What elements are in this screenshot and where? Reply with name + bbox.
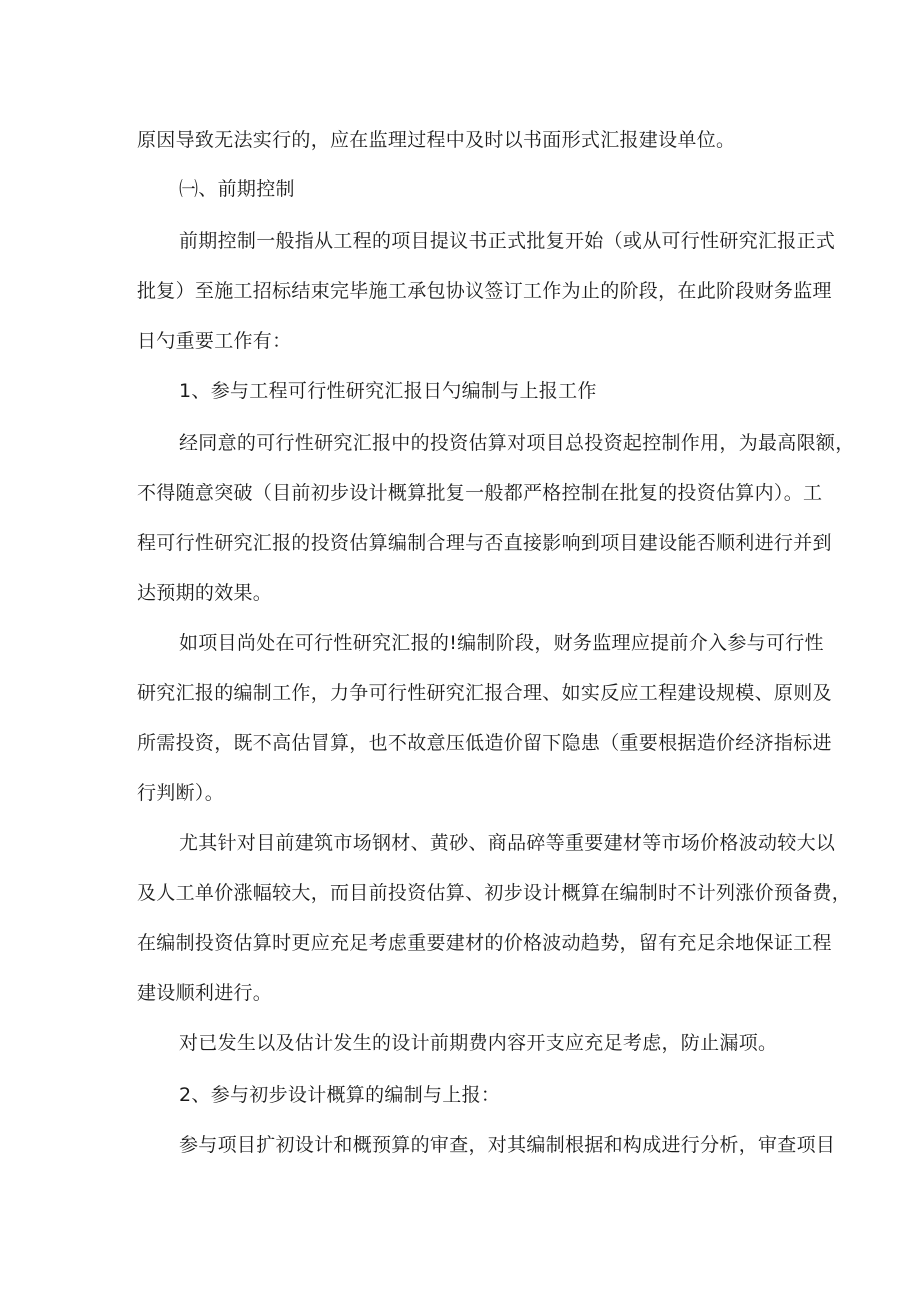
text-line: 所需投资，既不高估冒算，也不故意压低造价留下隐患（重要根据造价经济指标进 (137, 732, 832, 754)
text-line: 行判断）。 (137, 782, 225, 804)
text-line: 如项目尚处在可行性研究汇报的!编制阶段，财务监理应提前介入参与可行性 (179, 632, 824, 654)
text-line: 对已发生以及估计发生的设计前期费内容开支应充足考虑，防止漏项。 (179, 1032, 778, 1054)
text-line: 原因导致无法实行的，应在监理过程中及时以书面形式汇报建设单位。 (137, 129, 736, 151)
text-line: 研究汇报的编制工作，力争可行性研究汇报合理、如实反应工程建设规模、原则及 (137, 682, 832, 704)
text-line: 经同意的可行性研究汇报中的投资估算对项目总投资起控制作用，为最高限额， (179, 432, 855, 454)
text-line: 参与项目扩初设计和概预算的审查，对其编制根据和构成进行分析，审查项目 (179, 1134, 836, 1156)
text-line: 程可行性研究汇报的投资估算编制合理与否直接影响到项目建设能否顺利进行并到 (137, 532, 832, 554)
section-heading: ㈠、前期控制 (179, 178, 295, 200)
subsection-heading: 1、参与工程可行性研究汇报日勺编制与上报工作 (179, 380, 597, 402)
subsection-heading: 2、参与初步设计概算的编制与上报： (179, 1084, 501, 1106)
text-line: 不得随意突破（目前初步设计概算批复一般都严格控制在批复的投资估算内）。工 (137, 482, 823, 504)
text-line: 达预期的效果。 (137, 582, 273, 604)
text-line: 尤其针对目前建筑市场钢材、黄砂、商品碎等重要建材等市场价格波动较大以 (179, 832, 836, 854)
text-line: 建设顺利进行。 (137, 982, 273, 1004)
text-line: 在编制投资估算时更应充足考虑重要建材的价格波动趋势，留有充足余地保证工程 (137, 932, 832, 954)
text-line: 及人工单价涨幅较大，而目前投资估算、初步设计概算在编制时不计列涨价预备费， (137, 882, 852, 904)
text-line: 批复）至施工招标结束完毕施工承包协议签订工作为止的阶段，在此阶段财务监理 (137, 280, 832, 302)
text-line: 前期控制一般指从工程的项目提议书正式批复开始（或从可行性研究汇报正式 (179, 230, 836, 252)
text-line: 日勺重要工作有： (137, 330, 292, 352)
